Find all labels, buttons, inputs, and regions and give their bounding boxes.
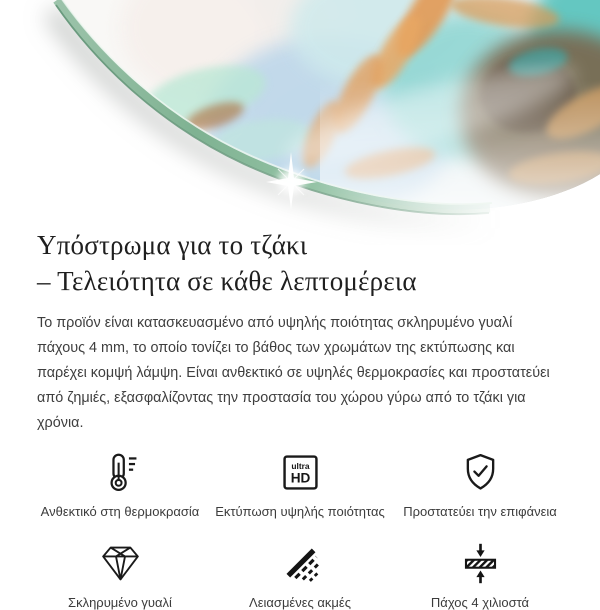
page-title [37,227,563,299]
hd-text: HD [290,470,310,486]
shield-check-icon [458,450,503,495]
feature-print-quality [210,450,390,519]
title-line-2: – Τελειότητα σε κάθε λεπτομέρεια [37,266,417,296]
feature-label: Εκτύπωση υψηλής ποιότητας [215,504,385,519]
feature-label: Ανθεκτικό στη θερμοκρασία [40,504,200,519]
product-image [0,0,600,245]
polished-edges-icon [278,541,323,586]
feature-label: Προστατεύει την επιφάνεια [403,504,557,519]
title-line-1: Υπόστρωμα για το τζάκι [37,230,308,260]
diamond-icon [98,541,143,586]
product-description: Το προϊόν είναι κατασκευασμένο από υψηλής ποιότητας σκληρυμένο γυαλί πάχους 4 mm, το οποίο τονίζει το βάθος των χρωμάτων της εκτύπωσης και παρέχει κομψή λάμψη. Είναι ανθεκτικό σε υψηλές θερμοκρασίες και προστατεύει από ζημιές, εξασφαλίζοντας την προστασία του χώρου γύρω από το τζάκι για χρόνια. [37,315,550,431]
feature-grid [30,450,570,610]
feature-temperature [30,450,210,519]
feature-surface-protection [390,450,570,519]
ultra-hd-icon [278,450,323,495]
feature-label: Πάχος 4 χιλιοστά [430,595,530,610]
feature-label: Λειασμένες ακμές [249,595,351,610]
ultra-text: ultra [290,460,310,471]
feature-label: Σκληρυμένο γυαλί [68,595,172,610]
thermometer-icon [98,450,143,495]
thickness-icon [458,541,503,586]
